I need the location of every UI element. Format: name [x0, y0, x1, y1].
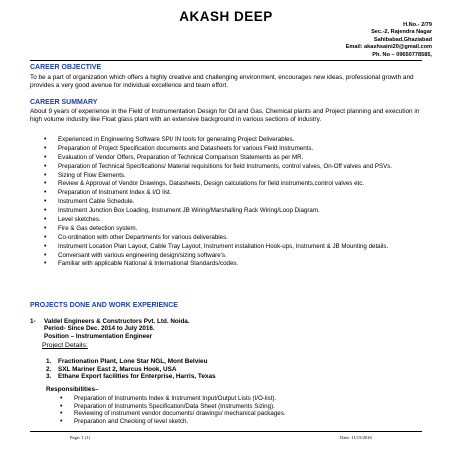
candidate-name: AKASH DEEP [179, 9, 273, 24]
email-line: Email: akashsaini20@gmail.com [345, 44, 432, 51]
address-city: Sahibabad,Ghaziabad [373, 36, 432, 43]
list-item: • Level sketches. [40, 216, 420, 224]
projects-heading: PROJECTS DONE AND WORK EXPERIENCE [30, 302, 178, 309]
list-item: • Co-ordination with other Departments for various deliverables. [40, 234, 420, 242]
list-item: • Evaluation of Vendor Offers, Preparation of Technical Comparison Statements as per MR. [40, 154, 420, 162]
contact-block [346, 22, 432, 59]
list-item: • Preparation of Project Specification documents and Datasheets for various Field Instruments. [40, 145, 420, 153]
project-list [46, 358, 216, 381]
project-details-label: Project Details: [42, 342, 88, 349]
list-item: • Experienced in Engineering Software SPI/ IN tools for generating Project Deliverables. [40, 136, 420, 144]
list-item: • Familiar with applicable National & International Standards/codes. [40, 260, 420, 268]
job-period: Period- Since Dec. 2014 to July 2016. [44, 325, 155, 333]
footer-divider [30, 431, 422, 432]
list-item: 1. Fractionation Plant, Lone Star NGL, Mont Belvieu [46, 358, 208, 365]
list-item: • Instrument Location Plan Layout, Cable Tray Layout, Instrument installation Hook-ups, Instrument & JB Mounting details. [40, 243, 420, 251]
list-item: • Preparation of Instruments Index & Instrument Input/Output Lists (I/O-list). [58, 395, 418, 403]
phone-line: Ph. No – 09650778585, [372, 51, 432, 58]
career-summary-intro: About 9 years of experience in the Field of Instrumentation Design for Oil and Gas, Chemical plants and Project planning and execution in high volume industry like Float glass plant with an extensive background in various sections of industry. [30, 108, 420, 124]
career-objective-text: To be a part of organization which offers a highly creative and challenging environment, encourages new ideas, professional growth and provides a very good avenue for individual excellence and team effort. [30, 74, 414, 90]
header-divider [30, 60, 422, 61]
footer-date: Date: 11/15/2016 [340, 435, 372, 440]
career-summary-list [40, 136, 420, 269]
list-item: • Instrument Cable Schedule. [40, 198, 420, 206]
page-number: Page: 1 (1) [70, 435, 91, 440]
list-item: • Instrument Junction Box Loading, Instrument JB Wiring/Marshalling Rack Wiring/Loop Diagram. [40, 207, 420, 215]
job-company: Valdel Engineers & Constructors Pvt. Ltd. Noida. [44, 318, 190, 325]
job-number: 1- [30, 318, 36, 325]
career-objective-heading: CAREER OBJECTIVE [30, 64, 102, 71]
responsibilities-list [58, 395, 418, 425]
address-house: H.No.- 2/79 [403, 22, 432, 28]
list-item: • Conversant with various engineering design/sizing software's. [40, 252, 420, 260]
career-summary-heading: CAREER SUMMARY [30, 99, 98, 106]
list-item: • Preparation and Checking of level sketch. [58, 418, 418, 426]
list-item: 3. Ethane Export facilities for Enterprise, Harris, Texas [46, 373, 216, 381]
list-item: • Preparation of Instrument Index & I/O list. [40, 189, 420, 197]
list-item: • Reviewing of instrument vendor documents/ drawings/ mechanical packages. [58, 410, 418, 418]
responsibilities-label: Responsibilities– [46, 386, 99, 393]
list-item: • Review & Approval of Vendor Drawings, Datasheets, Design calculations for field instruments,control valves etc. [40, 180, 420, 188]
address-sector: Sec.-2, Rajendra Nagar [371, 29, 432, 36]
list-item: • Sizing of Flow Elements. [40, 172, 420, 180]
job-position: Position – Instrumentation Engineer [44, 332, 153, 340]
list-item: • Fire & Gas detection system. [40, 225, 420, 233]
list-item: • Preparation of Technical Specifications/ Material requisitions for field Instruments, control valves, On-Off valves and PSVs. [40, 163, 420, 171]
list-item: • Preparation of Instruments Specification/Data Sheet (Instruments Sizing). [58, 403, 418, 411]
list-item: 2. SXL Mariner East 2, Marcus Hook, USA [46, 365, 177, 373]
job-entry [30, 318, 190, 340]
